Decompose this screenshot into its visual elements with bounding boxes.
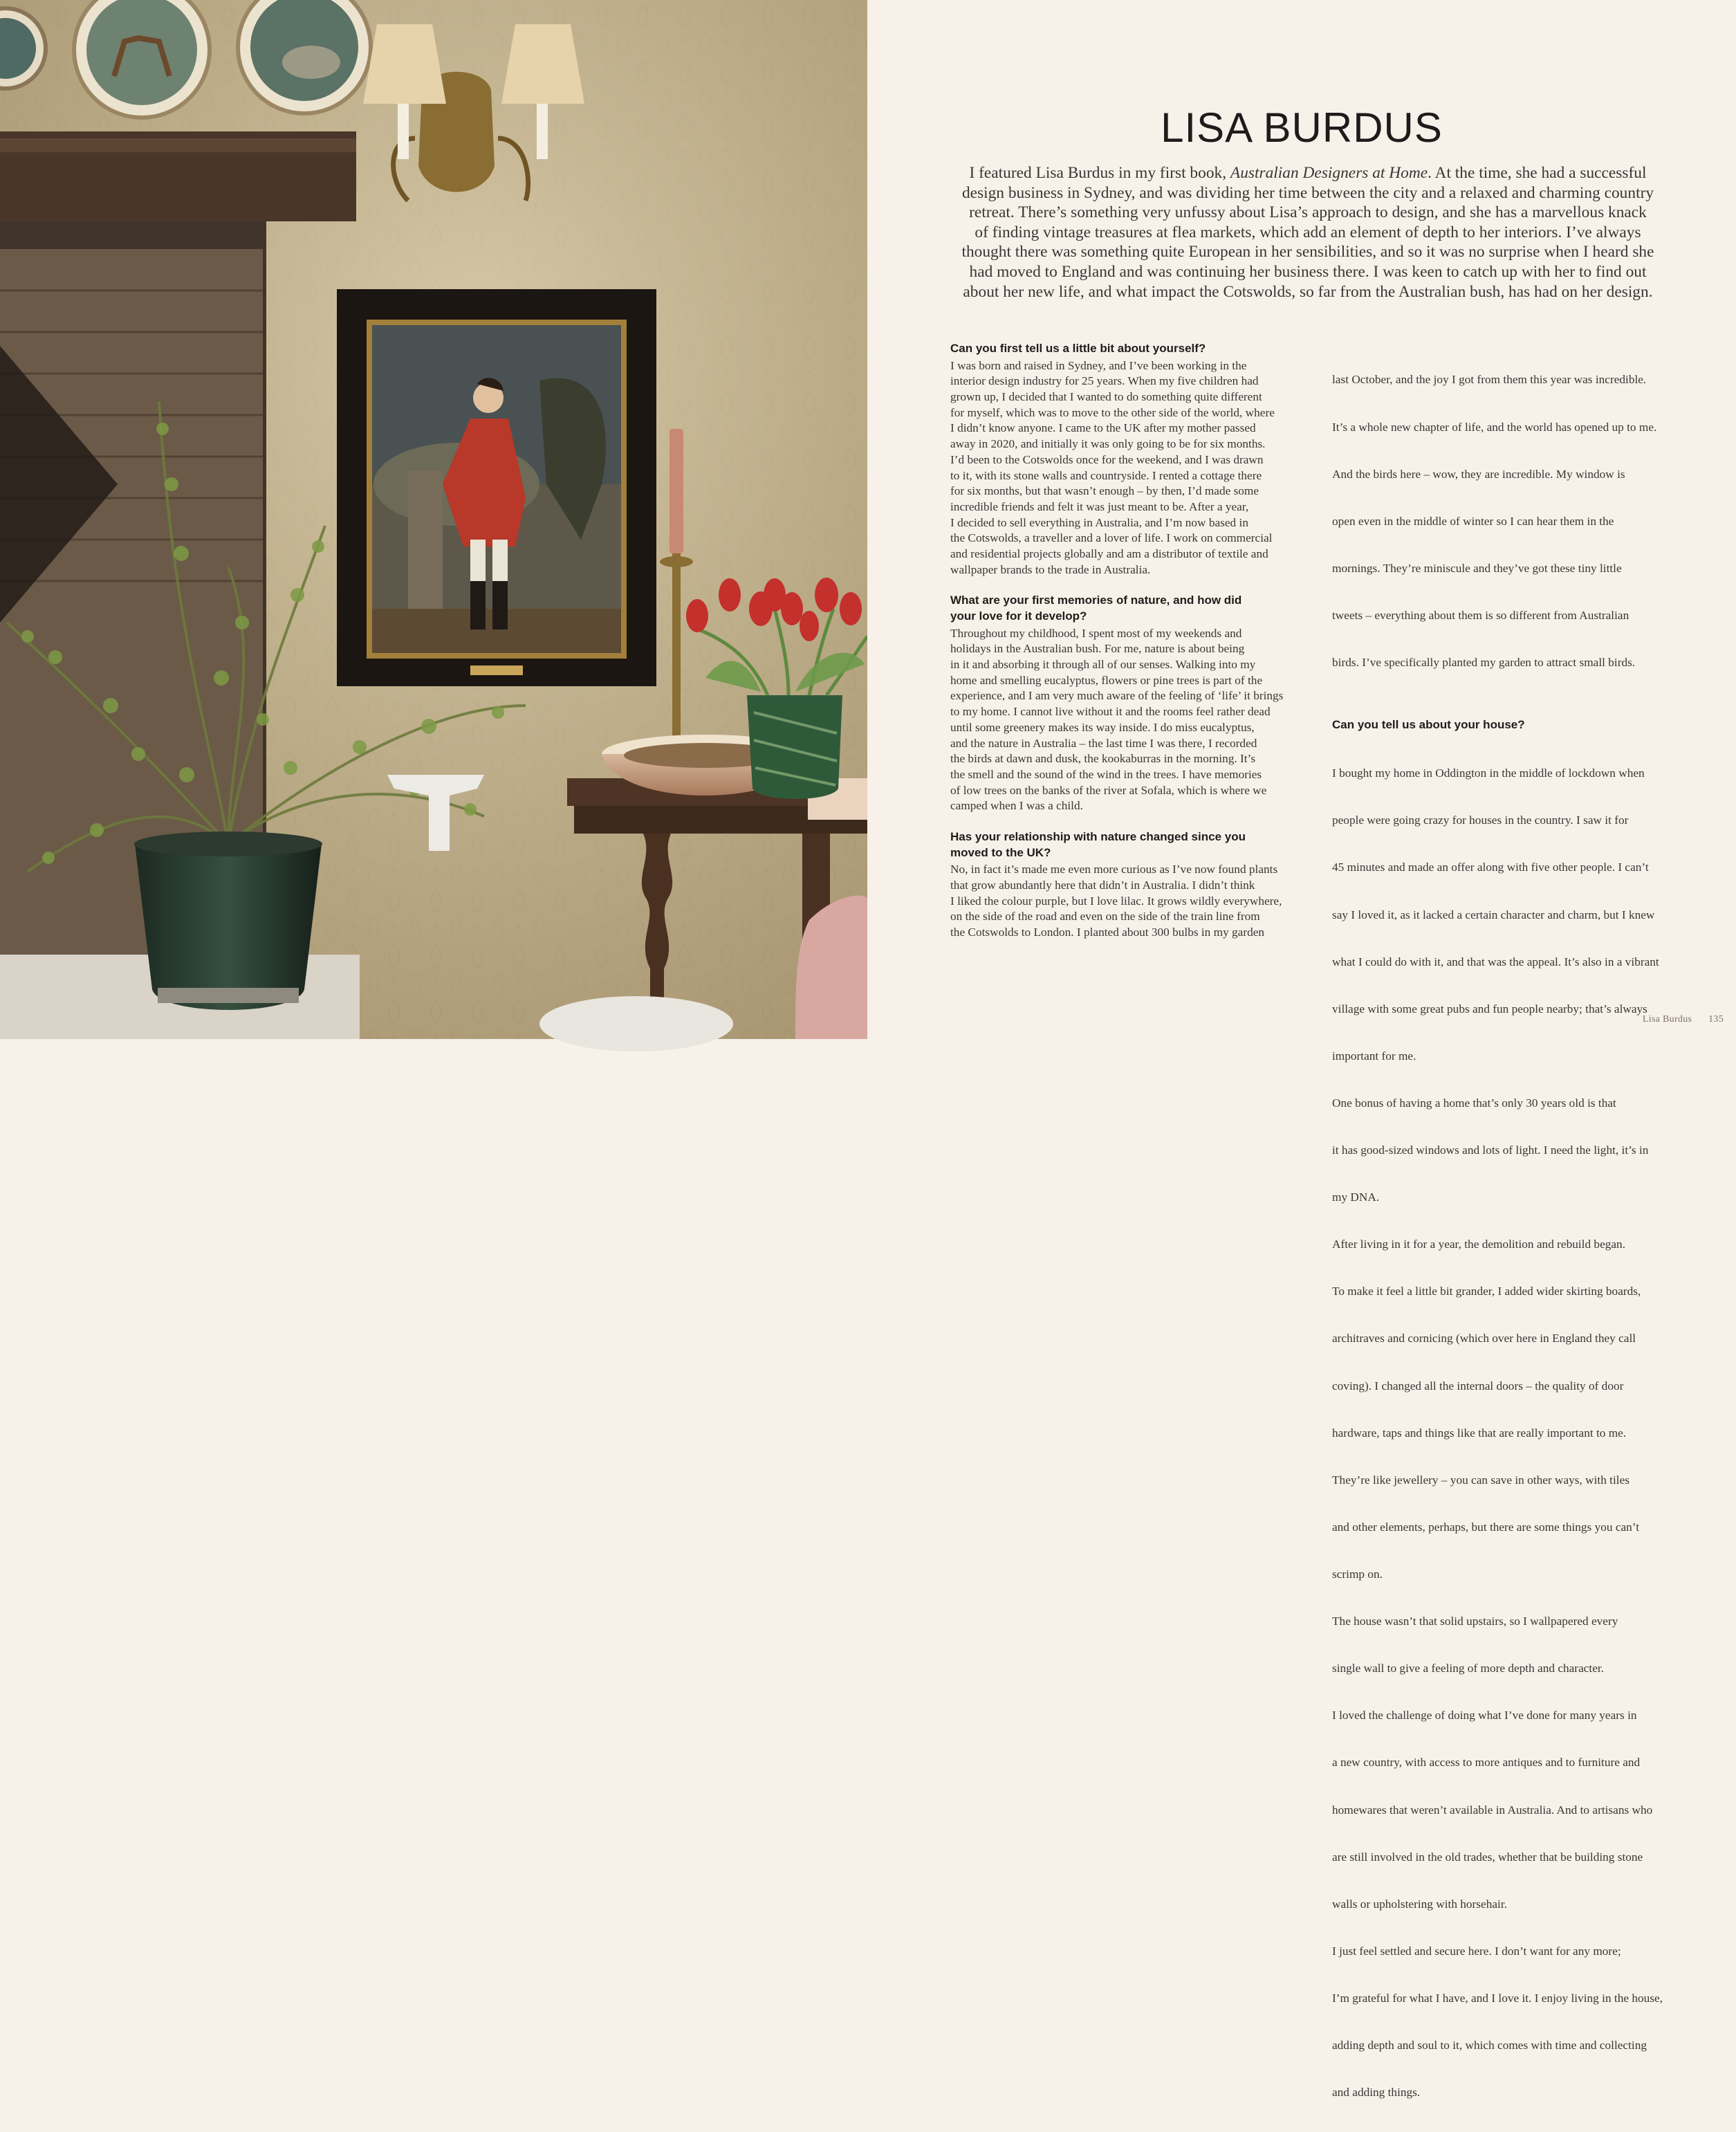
answer-line: the smell and the sound of the wind in the trees. I have memories — [950, 767, 1262, 781]
answer-line: and adding things. — [1332, 2086, 1421, 2099]
answer-line: what I could do with it, and that was the appeal. It’s also in a vibrant — [1332, 955, 1659, 968]
answer-line: grown up, I decided that I wanted to do something quite different — [950, 390, 1262, 403]
answer-line: tweets – everything about them is so different from Australian — [1332, 608, 1629, 622]
answer-line: my DNA. — [1332, 1191, 1380, 1204]
framed-portrait — [337, 289, 656, 686]
answer-line: I’d been to the Cotswolds once for the weekend, and I was drawn — [950, 452, 1264, 466]
article-page — [867, 0, 1736, 2099]
question-line: Can you first tell us a little bit about yourself? — [950, 342, 1206, 355]
intro-line: design business in Sydney, and was dividing her time between the city and a relaxed and charming country — [961, 183, 1654, 202]
answer-line: homewares that weren’t available in Australia. And to artisans who — [1332, 1803, 1653, 1817]
answer-line: a new country, with access to more antiques and to furniture and — [1332, 1756, 1641, 1770]
intro-line: of finding vintage treasures at flea markets, which add an element of depth to her interiors. I’ve always — [975, 223, 1641, 241]
intro-line: about her new life, and what impact the Cotswolds, so far from the Australian bush, has had on her design. — [963, 282, 1653, 301]
answer-line: I’m grateful for what I have, and I love it. I enjoy living in the house, — [1332, 1992, 1663, 2005]
answer-line: say I loved it, as it lacked a certain character and charm, but I knew — [1332, 908, 1655, 921]
answer-line: village with some great pubs and fun people nearby; that’s always — [1332, 1002, 1647, 1016]
running-head: Lisa Burdus — [1642, 1014, 1692, 1024]
book-title: Australian Designers at Home — [1230, 164, 1428, 182]
answer-paragraph — [1332, 735, 1706, 2132]
answer-line: interior design industry for 25 years. When my five children had — [950, 374, 1259, 388]
answer-line: They’re like jewellery – you can save in other ways, with tiles — [1332, 1473, 1629, 1487]
question-line: Has your relationship with nature changed since you — [950, 830, 1246, 844]
answer-line: to my home. I cannot live without it and the rooms feel rather dead — [950, 705, 1271, 719]
intro-line: had moved to England and was continuing her business there. I was keen to catch up with her to find out — [969, 262, 1647, 281]
answer-paragraph — [950, 626, 1324, 814]
answer-line: I decided to sell everything in Australia, and I’m now based in — [950, 515, 1248, 529]
answer-line: hardware, taps and things like that are really important to me. — [1332, 1426, 1627, 1440]
answer-line: until some greenery makes its way inside. I do miss eucalyptus, — [950, 720, 1255, 734]
answer-line: important for me. — [1332, 1049, 1416, 1063]
article-intro — [954, 163, 1661, 302]
white-cushion — [539, 996, 733, 1051]
answer-line: on the side of the road and even on the side of the train line from — [950, 910, 1260, 923]
answer-line: scrimp on. — [1332, 1568, 1383, 1581]
answer-line: and residential projects globally and am a distributor of textile and — [950, 547, 1268, 561]
answer-line: Throughout my childhood, I spent most of my weekends and — [950, 626, 1242, 640]
answer-line: experience, and I am very much aware of the feeling of ‘life’ it brings — [950, 689, 1284, 703]
answer-line: and other elements, perhaps, but there are some things you can’t — [1332, 1520, 1640, 1534]
answer-line: the Cotswolds to London. I planted about 300 bulbs in my garden — [950, 926, 1265, 939]
answer-paragraph — [950, 862, 1324, 941]
question-line: Can you tell us about your house? — [1332, 718, 1525, 732]
answer-line: holidays in the Australian bush. For me, nature is about being — [950, 642, 1245, 656]
answer-line: I didn’t know anyone. I came to the UK after my mother passed — [950, 421, 1256, 435]
answer-line: It’s a whole new chapter of life, and the world has opened up to me. — [1332, 420, 1657, 434]
answer-line: open even in the middle of winter so I can hear them in the — [1332, 514, 1614, 528]
answer-line: I liked the colour purple, but I love lilac. It grows wildly everywhere, — [950, 894, 1282, 908]
answer-line: home and smelling eucalyptus, flowers or pine trees is part of the — [950, 673, 1263, 687]
answer-line: adding depth and soul to it, which comes with time and collecting — [1332, 2039, 1647, 2052]
question-heading — [1332, 717, 1706, 733]
page-number: 135 — [1708, 1014, 1724, 1024]
answer-line: people were going crazy for houses in the country. I saw it for — [1332, 814, 1629, 827]
answer-line: mornings. They’re miniscule and they’ve got these tiny little — [1332, 561, 1622, 575]
answer-line: The house wasn’t that solid upstairs, so I wallpapered every — [1332, 1615, 1618, 1628]
answer-line: I bought my home in Oddington in the middle of lockdown when — [1332, 766, 1645, 780]
answer-line: birds. I’ve specifically planted my garden to attract small birds. — [1332, 656, 1636, 670]
answer-line: walls or upholstering with horsehair. — [1332, 1897, 1507, 1911]
answer-line: To make it feel a little bit grander, I added wider skirting boards, — [1332, 1285, 1641, 1298]
interior-photograph — [0, 0, 867, 1039]
answer-line: And the birds here – wow, they are incredible. My window is — [1332, 467, 1625, 481]
answer-line: architraves and cornicing (which over here in England they call — [1332, 1332, 1636, 1345]
answer-line: the Cotswolds, a traveller and a lover of life. I work on commercial — [950, 531, 1273, 545]
answer-line: incredible friends and felt it was just meant to be. After a year, — [950, 499, 1249, 513]
answer-line: for myself, which was to move to the other side of the world, where — [950, 405, 1275, 419]
page-footer — [1629, 1014, 1724, 1025]
answer-line: I loved the challenge of doing what I’ve done for many years in — [1332, 1709, 1637, 1722]
answer-line: of low trees on the banks of the river at Sofala, which is where we — [950, 783, 1267, 797]
answer-paragraph — [1332, 341, 1706, 702]
question-heading — [950, 593, 1324, 624]
text-column-right — [1332, 341, 1706, 2132]
answer-line: camped when I was a child. — [950, 799, 1083, 813]
answer-line: the birds at dawn and dusk, the kookaburras in the morning. It’s — [950, 752, 1256, 766]
intro-line: I featured Lisa Burdus in my first book, Australian Designers at Home. At the time, she had a successful — [969, 164, 1647, 182]
intro-line: thought there was something quite European in her sensibilities, and so it was no surprise when I heard she — [961, 243, 1654, 261]
answer-line: it has good-sized windows and lots of light. I need the light, it’s in — [1332, 1143, 1649, 1157]
answer-paragraph — [950, 358, 1324, 578]
answer-line: I was born and raised in Sydney, and I’ve been working in the — [950, 358, 1247, 372]
answer-line: to it, with its stone walls and countryside. I rented a cottage there — [950, 468, 1262, 482]
answer-line: and the nature in Australia – the last time I was there, I recorded — [950, 736, 1257, 750]
answer-line: 45 minutes and made an offer along with five other people. I can’t — [1332, 861, 1649, 874]
answer-line: that grow abundantly here that didn’t in Australia. I didn’t think — [950, 878, 1255, 892]
answer-line: single wall to give a feeling of more depth and character. — [1332, 1662, 1604, 1675]
question-heading — [950, 341, 1324, 357]
answer-line: wallpaper brands to the trade in Australia. — [950, 562, 1151, 576]
answer-line: No, in fact it’s made me even more curious as I’ve now found plants — [950, 863, 1278, 876]
question-line: moved to the UK? — [950, 845, 1051, 859]
article-title: LISA BURDUS — [1161, 104, 1443, 151]
answer-line: One bonus of having a home that’s only 30 years old is that — [1332, 1096, 1616, 1110]
answer-line: for six months, but that wasn’t enough – by then, I’d made some — [950, 484, 1259, 498]
answer-line: After living in it for a year, the demolition and rebuild began. — [1332, 1238, 1626, 1251]
answer-line: I just feel settled and secure here. I don’t want for any more; — [1332, 1944, 1621, 1958]
question-line: your love for it develop? — [950, 609, 1087, 623]
answer-line: in it and absorbing it through all of our senses. Walking into my — [950, 658, 1256, 672]
text-column-left — [950, 341, 1324, 941]
answer-line: are still involved in the old trades, whether that be building stone — [1332, 1850, 1643, 1864]
question-line: What are your first memories of nature, and how did — [950, 594, 1242, 607]
answer-line: last October, and the joy I got from them this year was incredible. — [1332, 373, 1647, 387]
answer-line: away in 2020, and initially it was only going to be for six months. — [950, 437, 1266, 451]
question-heading — [950, 829, 1324, 861]
answer-line: coving). I changed all the internal doors – the quality of door — [1332, 1379, 1624, 1393]
intro-line: retreat. There’s something very unfussy about Lisa’s approach to design, and she has a marvellous knack — [969, 203, 1647, 222]
